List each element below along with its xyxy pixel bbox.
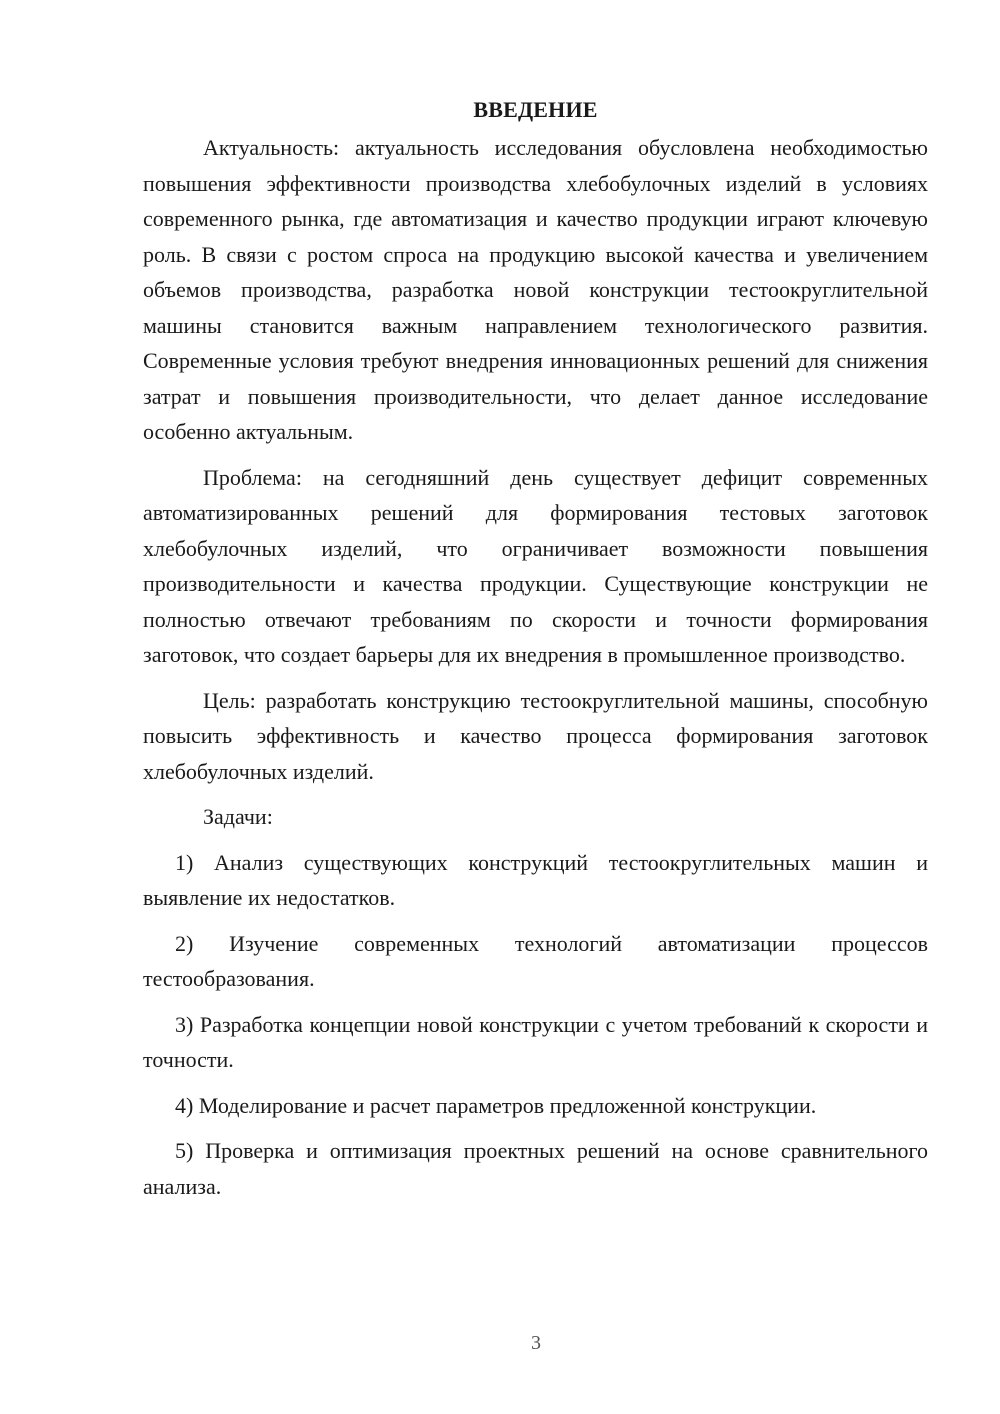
- page-number: 3: [531, 1332, 541, 1354]
- paragraph-problem: Проблема: на сегодняшний день существует дефицит современных автоматизированных решений для формирования тестовых заготовок хлебобулочных изделий, что ограничивает возможности повышения производительности и качества продукции. Существующие конструкции не полностью отвечают требованиям по скорости и точности формирования заготовок, что создает барьеры для их внедрения в промышленное производство.: [143, 464, 928, 667]
- task-item: 3) Разработка концепции новой конструкции с учетом требований к скорости и точности.: [143, 1011, 928, 1072]
- tasks-list: [143, 845, 928, 1205]
- document-page: [143, 92, 928, 1214]
- section-title: ВВЕДЕНИЕ: [473, 97, 598, 122]
- paragraph-goal: Цель: разработать конструкцию тестоокруглительной машины, способную повысить эффективность и качество процесса формирования заготовок хлебобулочных изделий.: [143, 687, 928, 784]
- task-item: 1) Анализ существующих конструкций тестоокруглительных машин и выявление их недостатков.: [143, 849, 928, 910]
- tasks-heading: Задачи:: [203, 804, 273, 829]
- task-item: 2) Изучение современных технологий автоматизации процессов тестообразования.: [143, 930, 928, 991]
- task-item: 5) Проверка и оптимизация проектных решений на основе сравнительного анализа.: [143, 1138, 928, 1199]
- task-item: 4) Моделирование и расчет параметров предложенной конструкции.: [175, 1092, 817, 1118]
- paragraph-relevance: Актуальность: актуальность исследования обусловлена необходимостью повышения эффективности производства хлебобулочных изделий в условиях современного рынка, где автоматизация и качество продукции играют ключевую роль. В связи с ростом спроса на продукцию высокой качества и увеличением объемов производства, разработка новой конструкции тестоокруглительной машины становится важным направлением технологического развития. Современные условия требуют внедрения инновационных решений для снижения затрат и повышения производительности, что делает данное исследование особенно актуальным.: [143, 135, 928, 444]
